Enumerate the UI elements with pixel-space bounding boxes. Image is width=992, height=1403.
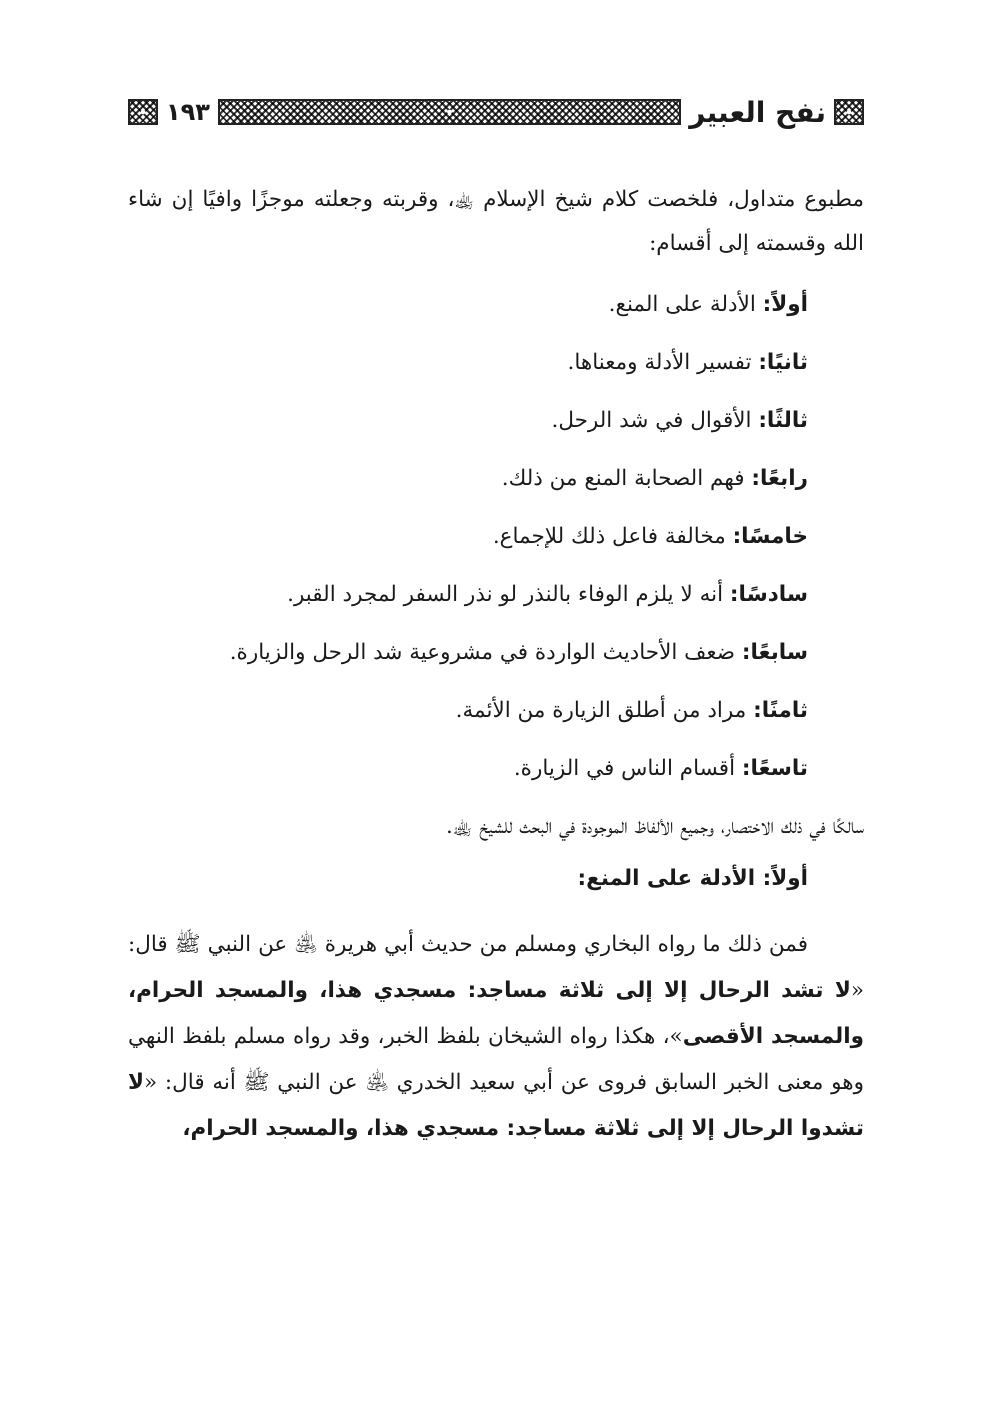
list-item [128,696,864,726]
closing-line: سالكًا في ذلك الاختصار، وجميع الألفاظ الموجودة في البحث للشيخ ﵀. [445,814,864,839]
hadith-quote-2: لا تشدوا الرحال إلا إلى ثلاثة مساجد: مسجدي هذا، والمسجد الحرام، [128,1070,864,1141]
item-text: الأقوال في شد الرحل. [551,408,759,433]
list-item [128,348,864,378]
running-header [128,92,864,132]
item-text: تفسير الأدلة ومعناها. [567,350,759,375]
list-item [128,406,864,436]
item-label: خامسًا: [732,524,808,549]
item-label: ثانيًا: [758,350,808,375]
item-text: الأدلة على المنع. [608,292,763,317]
list-item [128,522,864,552]
item-label: ثامنًا: [753,698,808,723]
list-item [128,580,864,610]
item-text: أنه لا يلزم الوفاء بالنذر لو نذر السفر لمجرد القبر. [287,582,730,607]
page-number: ١٩٣ [166,98,210,126]
body-text-1: فمن ذلك ما رواه البخاري ومسلم من حديث أبي هريرة ﵁ عن النبي ﷺ قال: « [128,932,864,1003]
item-label: أولاً: [762,292,808,317]
item-label: رابعًا: [751,466,808,491]
body-text-2: »، هكذا رواه الشيخان بلفظ الخبر، وقد رواه مسلم بلفظ النهي وهو معنى الخبر السابق فروى عن أبي سعيد الخدري ﵁ عن النبي ﷺ أنه قال: « [128,1024,864,1095]
ornament-block-right [834,99,864,125]
book-title: نفح العبير [689,95,826,129]
item-label: ثالثًا: [758,408,808,433]
item-text: فهم الصحابة المنع من ذلك. [501,466,752,491]
list-item [128,638,864,668]
item-label: سادسًا: [729,582,808,607]
item-text: أقسام الناس في الزيارة. [513,756,742,781]
page-body [128,178,864,1152]
body-paragraph [128,922,864,1152]
ornament-band [218,99,681,125]
sections-list [128,290,864,784]
ornament-block-left [128,99,158,125]
list-item [128,290,864,320]
item-text: مراد من أطلق الزيارة من الأئمة. [455,698,754,723]
hadith-quote-1: لا تشد الرحال إلا إلى ثلاثة مساجد: مسجدي هذا، والمسجد الحرام، والمسجد الأقصى [128,978,864,1049]
item-label: سابعًا: [741,640,808,665]
section-heading: أولاً: الأدلة على المنع: [577,866,808,891]
item-text: ضعف الأحاديث الواردة في مشروعية شد الرحل والزيارة. [229,640,742,665]
item-label: تاسعًا: [741,756,808,781]
list-item [128,754,864,784]
list-item [128,464,864,494]
intro-paragraph: مطبوع متداول، فلخصت كلام شيخ الإسلام ﵀، وقربته وجعلته موجزًا وافيًا إن شاء الله وقسمته إلى أقسام: [128,187,864,256]
item-text: مخالفة فاعل ذلك للإجماع. [492,524,733,549]
